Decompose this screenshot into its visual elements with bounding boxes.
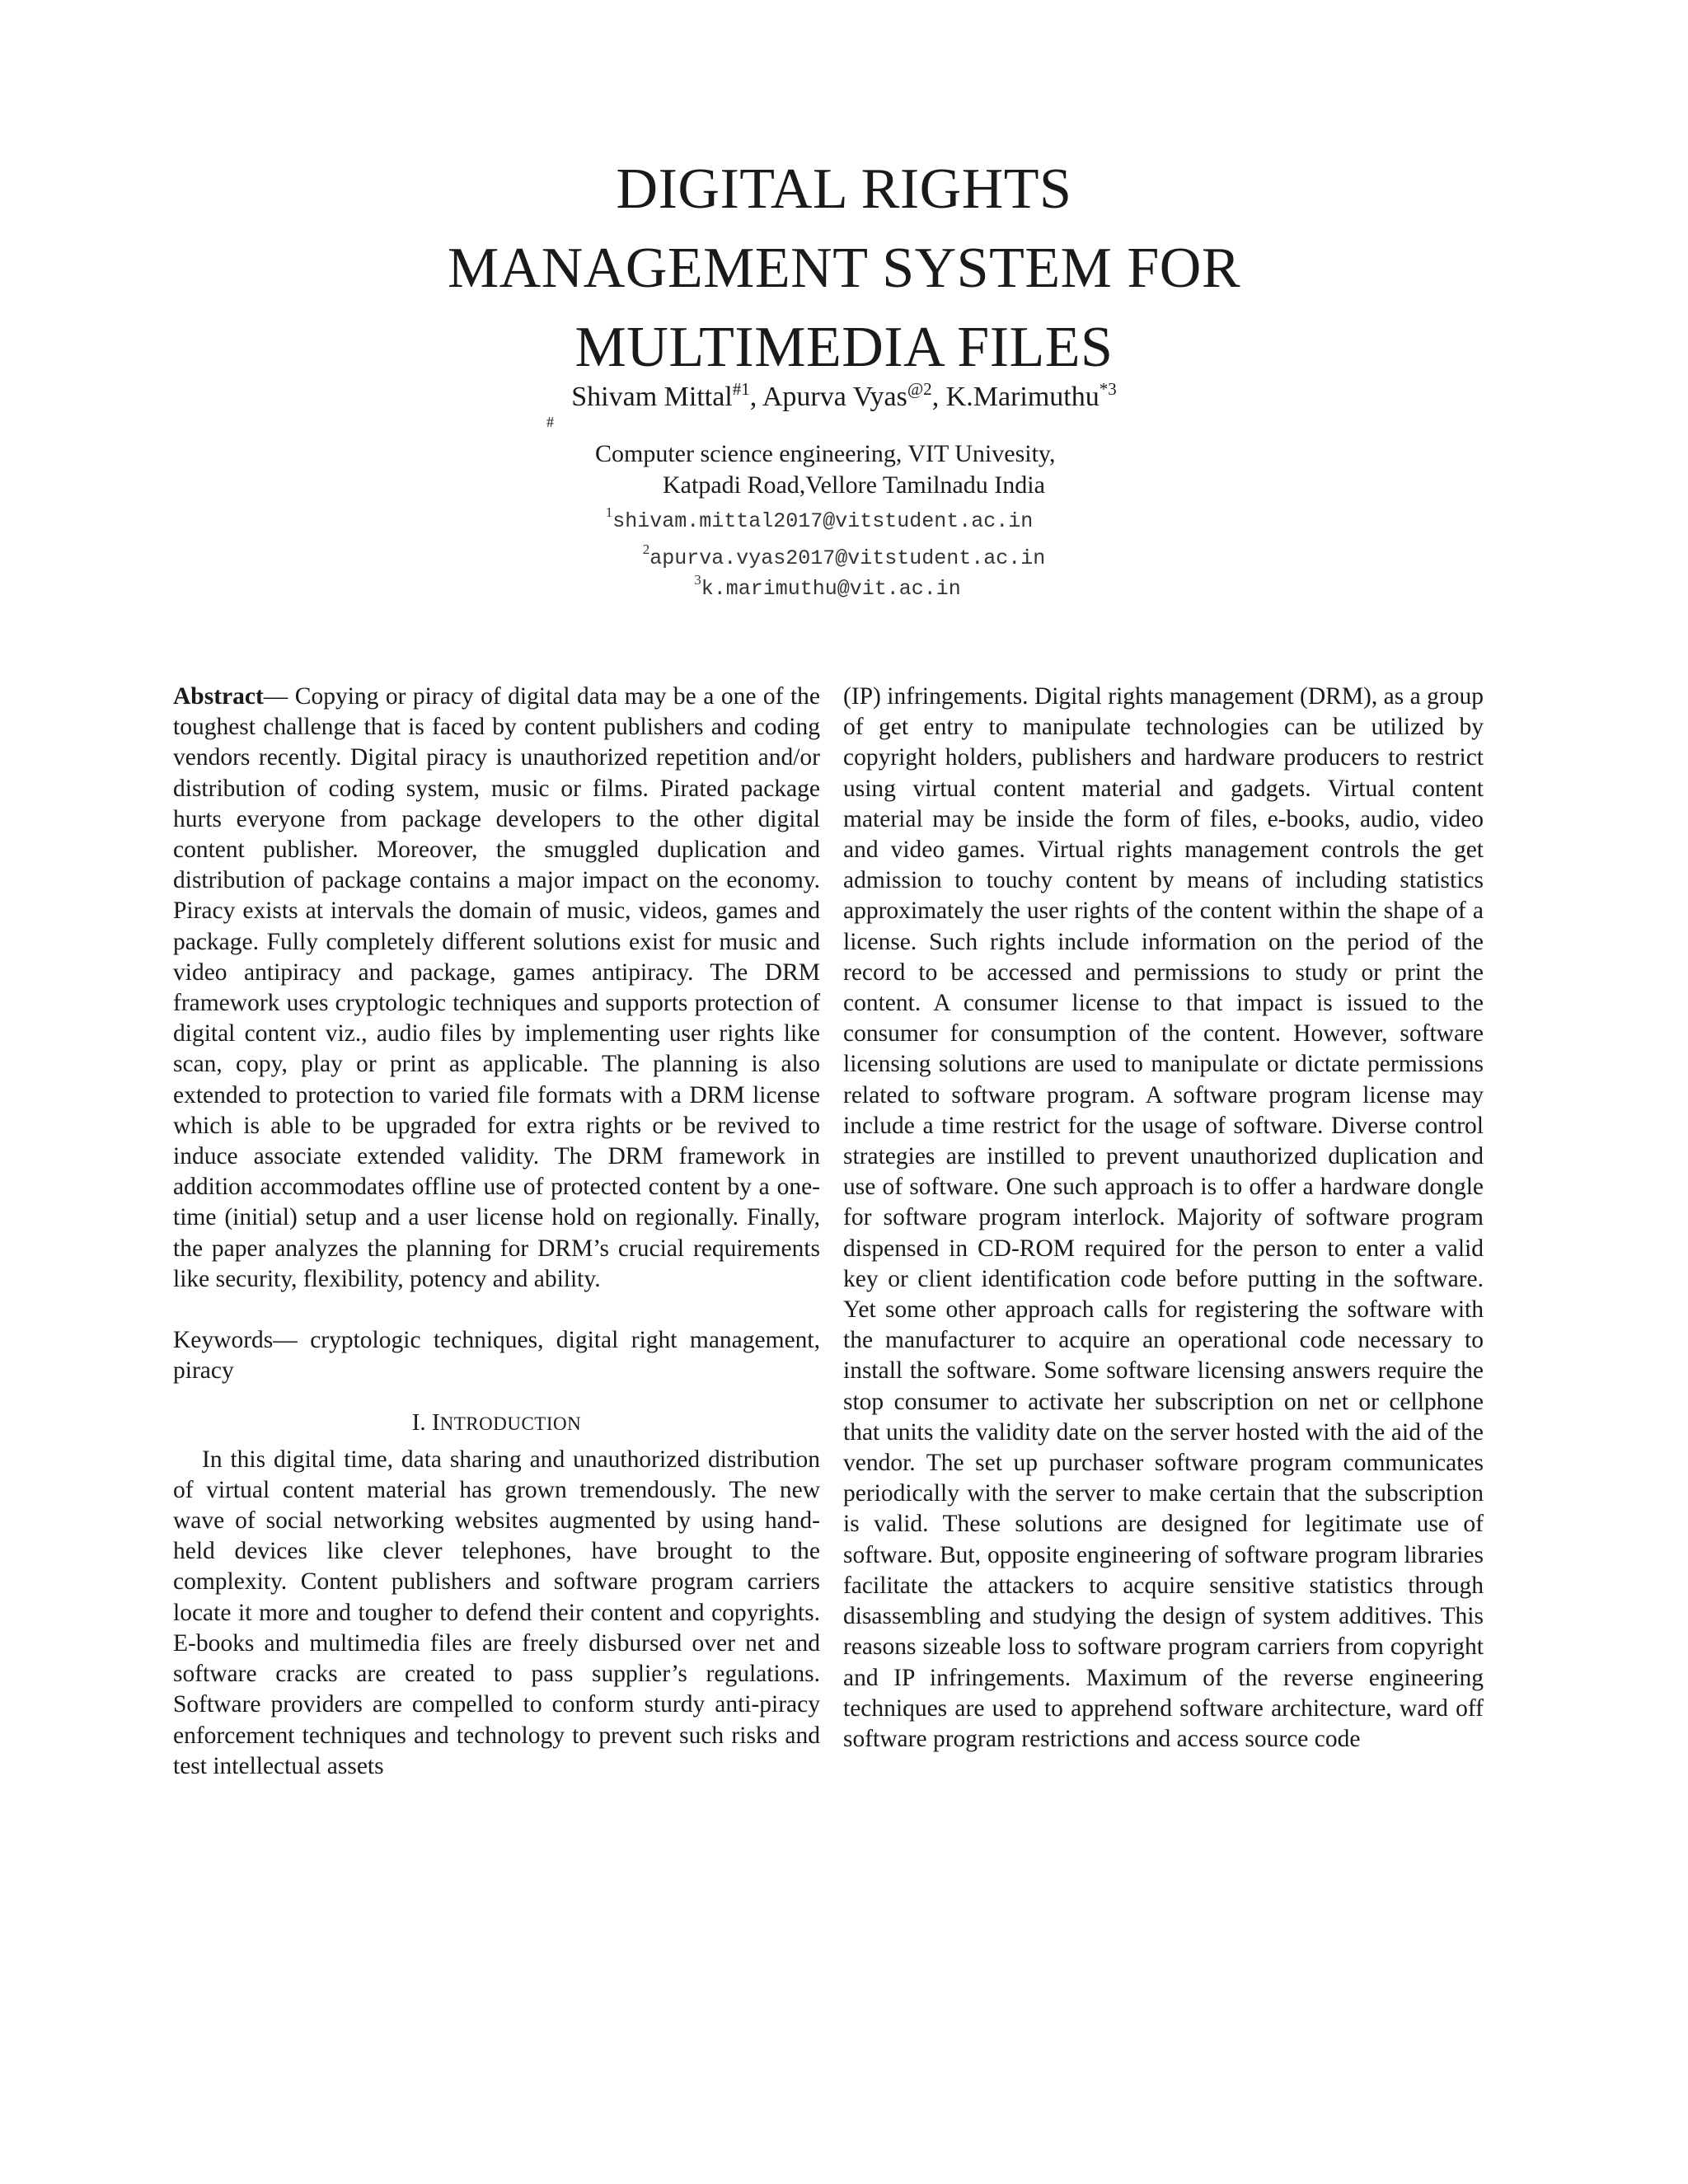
- email-mark: 3: [694, 572, 701, 588]
- title-line: DIGITAL RIGHTS: [616, 157, 1072, 221]
- author-mark: *3: [1099, 379, 1117, 399]
- author-name: K.Marimuthu: [945, 382, 1100, 412]
- keywords: Keywords— cryptologic techniques, digital right management, piracy: [173, 1327, 820, 1385]
- author-name: Apurva Vyas: [762, 382, 907, 412]
- email-text[interactable]: apurva.vyas2017@vitstudent.ac.in: [649, 546, 1046, 570]
- section-heading: [173, 1408, 820, 1439]
- title-line: MANAGEMENT SYSTEM FOR: [447, 237, 1241, 300]
- email-text[interactable]: shivam.mittal2017@vitstudent.ac.in: [612, 509, 1034, 533]
- intro-paragraph-continued: (IP) infringements. Digital rights management (DRM), as a group of get entry to manipulate technologies can be utilized by copyright holders, publishers and hardware producers to restrict using virtual content material and gadgets. Virtual content material may be inside the form of files, e-books, audio, video and video games. Virtual rights management controls the get admission to touchy content by means of including statistics approximately the user rights of the content within the shape of a license. Such rights include information on the period of the record to be accessed and permissions to study or print the content. A consumer license to that impact is issued to the consumer for consumption of the content. However, software licensing solutions are used to manipulate or dictate permissions related to software program. A software program license may include a time restrict for the usage of software. Diverse control strategies are instilled to prevent unauthorized duplication and use of software. One such approach is to offer a hardware dongle for software program interlock. Majority of software program dispensed in CD-ROM required for the person to enter a valid key or client identification code before putting in the software. Yet some other approach calls for registering the software with the manufacturer to acquire an operational code necessary to install the software. Some software licensing answers require the stop consumer to activate her subscription on net or cellphone that units the validity date on the server hosted with the aid of the vendor. The set up purchaser software program communicates periodically with the server to make certain that the subscription is valid. These solutions are designed for legitimate use of software. But, opposite engineering of software program libraries facilitate the attackers to acquire sensitive statistics through disassembling and studying the design of system additives. This reasons sizeable loss to software program carriers from copyright and IP infringements. Maximum of the reverse engineering techniques are used to apprehend software architecture, ward off software program restrictions and access source code: [843, 683, 1484, 1752]
- affiliation-mark: #: [546, 414, 554, 430]
- section-title-rest: NTRODUCTION: [439, 1413, 582, 1435]
- abstract: [173, 682, 820, 1295]
- affiliation: [595, 438, 1055, 501]
- intro-paragraph: In this digital time, data sharing and unauthorized distribution of virtual content material has grown tremendously. The new wave of social networking websites augmented by using hand-held devices like clever telephones, have brought to the complexity. Content publishers and software program carriers locate it more and tougher to defend their content and copyrights. E-books and multimedia files are freely disbursed over net and software cracks are created to pass supplier’s regulations. Software providers are compelled to conform sturdy anti-piracy enforcement techniques and technology to prevent such risks and test intellectual assets: [173, 1446, 820, 1779]
- right-column: [843, 682, 1484, 1755]
- email-mark: 2: [642, 541, 650, 557]
- author-email[interactable]: [0, 541, 1688, 570]
- affiliation-line: Katpadi Road,Vellore Tamilnadu India: [663, 471, 1045, 499]
- section-initial: I: [431, 1409, 440, 1436]
- author-name: Shivam Mittal: [571, 382, 733, 412]
- left-column: [173, 682, 820, 1782]
- paper-title: [0, 150, 1688, 387]
- affiliation-line: Computer science engineering, VIT Univesity,: [595, 440, 1056, 467]
- title-line: MULTIMEDIA FILES: [574, 316, 1114, 379]
- author-email[interactable]: [0, 572, 1672, 601]
- abstract-label: Abstract: [173, 683, 264, 710]
- email-text[interactable]: k.marimuthu@vit.ac.in: [701, 577, 961, 601]
- author-email[interactable]: [0, 504, 1663, 533]
- author-list: Shivam Mittal$^{\#1}$, Apurva Vyas$^{@2}$, K.Marimuthu$^{*3}$: [571, 379, 1117, 412]
- author-mark: #1: [732, 379, 750, 399]
- email-mark: 1: [605, 504, 613, 520]
- section-number: I.: [411, 1409, 426, 1436]
- abstract-text: — Copying or piracy of digital data may be a one of the toughest challenge that is faced by content publishers and coding vendors recently. Digital piracy is unauthorized repetition and/or distribution of coding system, music or films. Pirated package hurts everyone from package developers to the other digital content publisher. Moreover, the smuggled duplication and distribution of package contains a major impact on the economy. Piracy exists at intervals the domain of music, videos, games and package. Fully completely different solutions exist for music and video antipiracy and package, games antipiracy. The DRM framework uses cryptologic techniques and supports protection of digital content viz., audio files by implementing user rights like scan, copy, play or print as applicable. The planning is also extended to protection to varied file formats with a DRM license which is able to be upgraded for extra rights or be revived to induce associate extended validity. The DRM framework in addition accommodates offline use of protected content by a one-time (initial) setup and a user license hold on regionally. Finally, the paper analyzes the planning for DRM’s crucial requirements like security, flexibility, potency and ability.: [173, 683, 820, 1292]
- author-mark: @2: [907, 379, 932, 399]
